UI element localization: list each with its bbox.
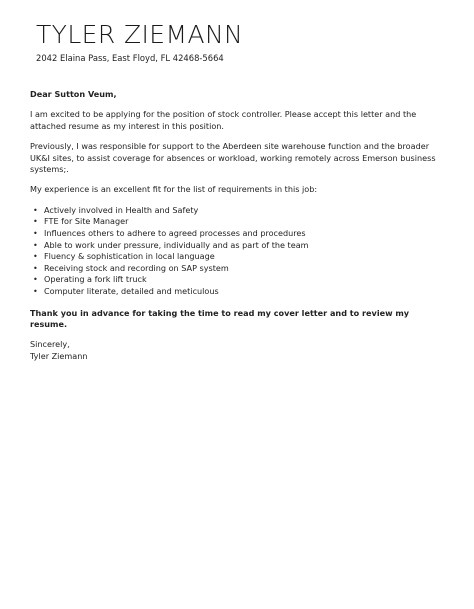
- bullet-icon: •: [33, 286, 38, 296]
- signature-name: Tyler Ziemann: [30, 350, 88, 361]
- list-item-text: Actively involved in Health and Safety: [44, 204, 199, 215]
- list-item-text: Operating a fork lift truck: [44, 274, 147, 285]
- list-item-text: Receiving stock and recording on SAP system: [44, 262, 229, 273]
- bullet-icon: •: [33, 239, 38, 250]
- list-item: [30, 274, 440, 286]
- signoff: Sincerely,: [30, 339, 70, 350]
- paragraph-intro: I am excited to be applying for the position of stock controller. Please accept this letter and the attached resume as my interest in this position.: [30, 109, 417, 131]
- list-item: [30, 216, 440, 228]
- list-item-text: Computer literate, detailed and meticulous: [44, 286, 219, 296]
- bullet-icon: •: [33, 262, 38, 273]
- list-item: [30, 240, 440, 252]
- list-item: [30, 228, 440, 240]
- applicant-name: TYLER ZIEMANN: [36, 20, 244, 49]
- closing-paragraph: Thank you in advance for taking the time to read my cover letter and to review my resume.: [30, 307, 410, 329]
- letter-body: [30, 89, 440, 362]
- bullet-icon: •: [33, 216, 38, 227]
- list-item-text: Fluency & sophistication in local language: [44, 251, 215, 262]
- list-item: [30, 251, 440, 263]
- salutation: Dear Sutton Veum,: [30, 89, 117, 99]
- bullet-icon: •: [33, 228, 38, 239]
- bullet-icon: •: [33, 204, 38, 215]
- list-item-text: Influences others to adhere to agreed processes and procedures: [44, 228, 306, 239]
- paragraph-requirements-intro: My experience is an excellent fit for the list of requirements in this job:: [30, 184, 318, 195]
- bullet-icon: •: [33, 274, 38, 285]
- applicant-address: 2042 Elaina Pass, East Floyd, FL 42468-5664: [36, 53, 224, 63]
- list-item: [30, 263, 440, 275]
- bullet-icon: •: [33, 251, 38, 262]
- requirements-list: [30, 205, 440, 298]
- list-item-text: Able to work under pressure, individually and as part of the team: [44, 239, 309, 250]
- signoff-block: [30, 339, 440, 362]
- list-item-text: FTE for Site Manager: [44, 216, 129, 227]
- paragraph-experience: Previously, I was responsible for support to the Aberdeen site warehouse function and the broader UK&I sites, to assist coverage for absences or workload, working remotely across Emerson business systems;.: [30, 141, 436, 175]
- list-item: [30, 286, 440, 298]
- list-item: [30, 205, 440, 217]
